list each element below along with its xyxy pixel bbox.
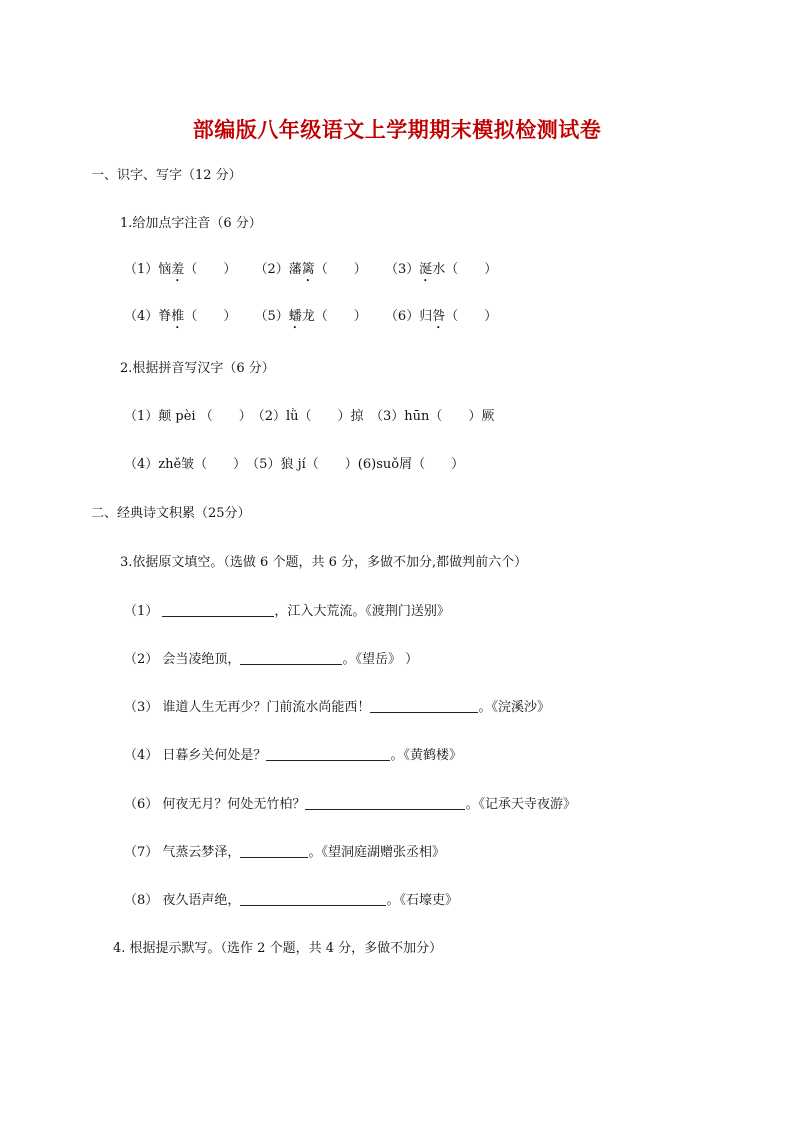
q1-item-3: （3）涎水（ ） — [384, 262, 498, 277]
question-4-prompt: 4. 根据提示默写。（选作 2 个题，共 4 分，多做不加分） — [113, 941, 443, 956]
answer-blank[interactable] — [240, 843, 308, 858]
answer-blank[interactable] — [305, 795, 465, 810]
q3-item-2: （2） 会当凌绝顶， 。《望岳》 ） — [124, 652, 419, 667]
q3-item-6: （7） 气蒸云梦泽， 。《望洞庭湖赠张丞相》 — [124, 845, 445, 860]
answer-blank[interactable] — [162, 602, 274, 617]
q1-item-1: （1）恼羞（ ） — [124, 262, 237, 277]
section-2-heading: 二、经典诗文积累（25分） — [91, 506, 251, 521]
question-1-row-2 — [124, 308, 497, 332]
answer-blank[interactable] — [240, 650, 342, 665]
emphasis-char: 涎 — [419, 262, 433, 277]
emphasis-char: 蟠 — [288, 309, 302, 324]
question-2-row-2: （4）zhě皱（ ） （5）狼 jí（ ）(6)suǒ屑（ ） — [124, 457, 465, 472]
q1-item-2: （2）藩篱（ ） — [254, 262, 367, 277]
emphasis-char: 篱 — [301, 262, 315, 277]
question-2-prompt: 2.根据拼音写汉字（6 分） — [120, 361, 275, 376]
q1-item-4: （4）脊椎（ ） — [124, 309, 237, 324]
question-3-prompt: 3.依据原文填空。（选做 6 个题，共 6 分，多做不加分,都做判前六个） — [120, 555, 528, 570]
emphasis-char: 椎 — [171, 309, 185, 324]
answer-blank[interactable] — [370, 698, 478, 713]
section-1-heading: 一、识字、写字（12 分） — [91, 168, 242, 183]
q3-item-7: （8） 夜久语声绝， 。《石壕吏》 — [124, 893, 458, 908]
q3-item-4: （4） 日暮乡关何处是？ 。《黄鹤楼》 — [124, 748, 462, 763]
question-1-prompt: 1.给加点字注音（6 分） — [120, 216, 262, 231]
question-2-row-1: （1）颠 pèi （ ） （2）lǜ（ ）掠 （3）hūn（ ）厥 — [124, 409, 495, 424]
emphasis-char: 羞 — [171, 262, 185, 277]
q3-item-1: （1） ，江入大荒流。《渡荆门送别》 — [124, 604, 450, 619]
q3-item-3: （3） 谁道人生无再少？门前流水尚能西！ 。《浣溪沙》 — [124, 700, 550, 715]
page-title: 部编版八年级语文上学期期末模拟检测试卷 — [192, 117, 602, 142]
emphasis-char: 咎 — [432, 309, 446, 324]
q1-item-6: （6）归咎（ ） — [384, 309, 498, 324]
answer-blank[interactable] — [266, 746, 390, 761]
q3-item-5: （6） 何夜无月？何处无竹柏？ 。《记承天寺夜游》 — [124, 797, 576, 812]
q1-item-5: （5）蟠龙（ ） — [254, 309, 367, 324]
answer-blank[interactable] — [240, 891, 386, 906]
question-1-row-1 — [124, 261, 497, 285]
